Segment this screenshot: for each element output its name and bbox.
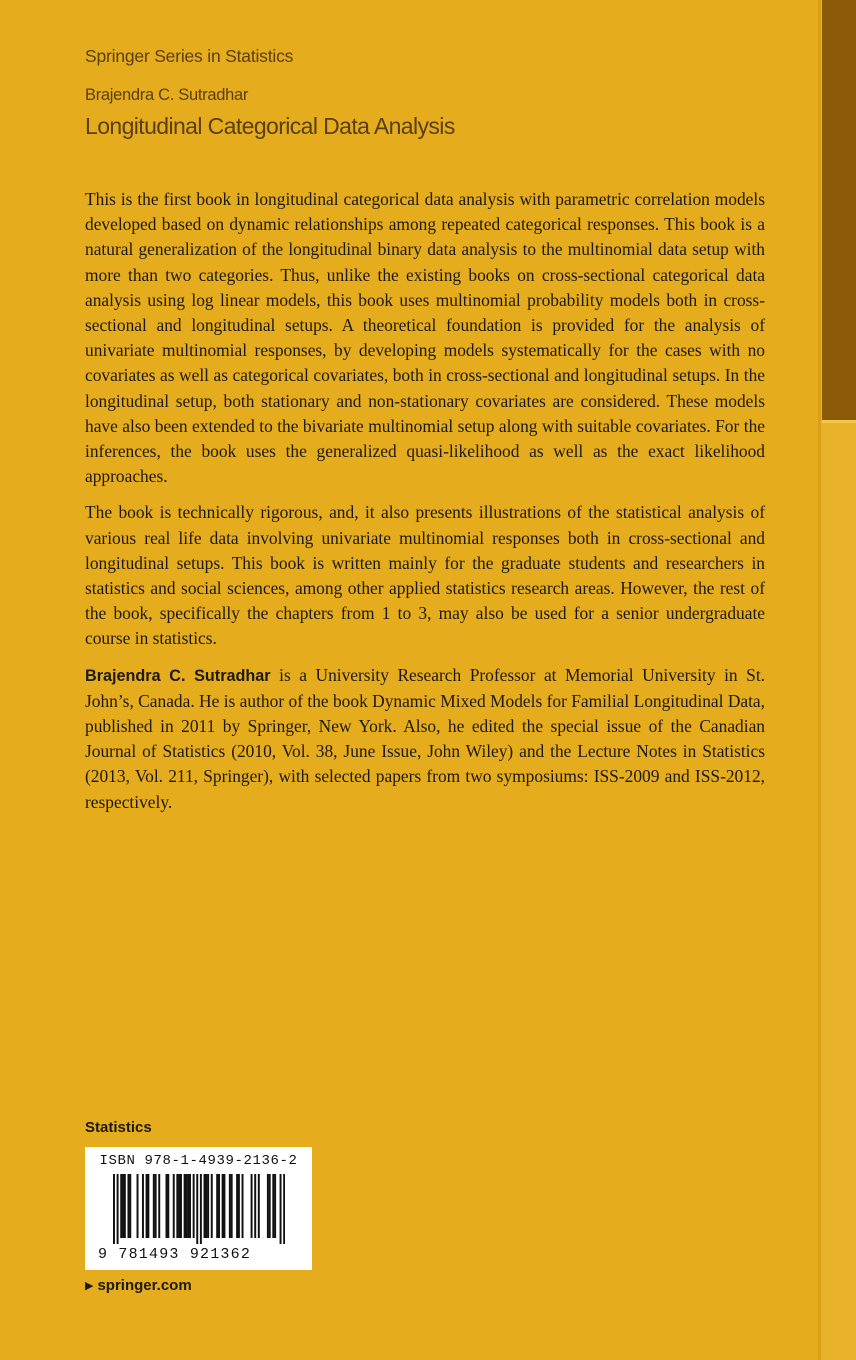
bio-text: is a University Research Professor at Memorial University in St. John’s, Canada. He is author of the book Dynamic Mixed Models for Familial Longitudinal Data, published in 2011 by Springer, New York. Also, he edited the special issue of the Canadian Journal of Statistics (2010, Vol. 38, June Issue, John Wiley) and the Lecture Notes in Statistics (2013, Vol. 211, Springer), with selected papers from two symposiums: ISS-2009 and ISS-2012, respectively. [85,664,765,812]
barcode-bar [167,1174,169,1238]
barcode-bar [153,1174,155,1238]
barcode-bar [189,1174,191,1238]
spine-divider [818,0,821,1360]
bio-author-name: Brajendra C. Sutradhar [85,666,271,685]
barcode-bar [147,1174,149,1238]
barcode-bar [272,1174,274,1238]
barcode-bar [280,1174,282,1244]
barcode-bar [120,1174,122,1238]
barcode-bar [216,1174,218,1238]
barcode-bar [242,1174,244,1238]
barcode-bar [258,1174,260,1238]
barcode-bar [155,1174,157,1238]
barcode-bars [113,1174,285,1244]
spine-split-line [822,420,856,423]
isbn-label: ISBN 978-1-4939-2136-2 [99,1153,298,1169]
barcode-bar [127,1174,129,1238]
barcode-bar [222,1174,224,1238]
barcode-bar [173,1174,175,1238]
barcode-bar [113,1174,115,1244]
barcode-bar [129,1174,131,1238]
barcode-bar [207,1174,209,1238]
barcode-bar [269,1174,271,1238]
barcode-bar [158,1174,160,1238]
barcode-bar [137,1174,139,1238]
isbn-barcode [85,1147,312,1270]
barcode-bar [185,1174,187,1238]
barcode-bar [211,1174,213,1238]
barcode-bar [204,1174,206,1238]
barcode-bar [196,1174,198,1244]
barcode-bar [218,1174,220,1238]
triangle-right-icon: ▶ [85,1280,94,1292]
barcode-digits: 9 781493 921362 [98,1246,252,1263]
barcode-bar [180,1174,182,1238]
barcode-bar [238,1174,240,1238]
barcode-bar [229,1174,231,1238]
springer-link[interactable] [85,1277,192,1294]
description-paragraph-1: This is the first book in longitudinal categorical data analysis with parametric correlation models developed based on dynamic relationships among repeated categorical responses. This book is a natural generalization of the longitudinal binary data analysis to the multinomial data setup with more than two categories. Thus, unlike the existing books on cross-sectional categorical data analysis using log linear models, this book uses multinomial probability models both in cross-sectional and longitudinal setups. A theoretical foundation is provided for the analysis of univariate multinomial responses, by developing models systematically for the cases with no covariates as well as categorical covariates, both in cross-sectional and longitudinal setups. In the longitudinal setup, both stationary and non-stationary covariates are considered. These models have also been extended to the bivariate multinomial setup along with suitable covariates. For the inferences, the book uses the generalized quasi-likelihood as well as the exact likelihood approaches. [85,189,765,487]
barcode-bar [117,1174,119,1244]
series-name: Springer Series in Statistics [85,46,294,66]
barcode-bar [176,1174,178,1238]
barcode-bar [124,1174,126,1238]
barcode-bar [231,1174,233,1238]
back-cover-text [85,187,765,826]
barcode-bar [166,1174,168,1238]
author-bio [85,663,765,815]
book-title: Longitudinal Categorical Data Analysis [85,113,455,139]
barcode-bar [184,1174,186,1238]
description-paragraph-2: The book is technically rigorous, and, it also presents illustrations of the statistical analysis of various real life data involving univariate multinomial responses both in cross-sectional and longitudinal setups. This book is written mainly for the graduate students and researchers in statistics and social sciences, among other applied statistics research areas. However, the rest of the book, specifically the chapters from 1 to 3, may also be used for a senior undergraduate course in statistics. [85,502,765,649]
barcode-bar [142,1174,144,1238]
barcode-bar [254,1174,256,1238]
author-name: Brajendra C. Sutradhar [85,86,249,104]
spine-dark-block [822,0,856,422]
barcode-bar [178,1174,180,1238]
subject-category: Statistics [85,1119,152,1136]
barcode-bar [251,1174,253,1238]
barcode-bar [274,1174,276,1238]
barcode-bar [223,1174,225,1238]
barcode-bar [236,1174,238,1238]
barcode-bar [267,1174,269,1238]
barcode-bar [205,1174,207,1238]
website-label: springer.com [97,1277,192,1294]
barcode-bar [193,1174,195,1238]
barcode-bar [187,1174,189,1238]
barcode-bar [122,1174,124,1238]
barcode-bar [283,1174,285,1244]
barcode-bar [146,1174,148,1238]
barcode-bar [200,1174,202,1244]
